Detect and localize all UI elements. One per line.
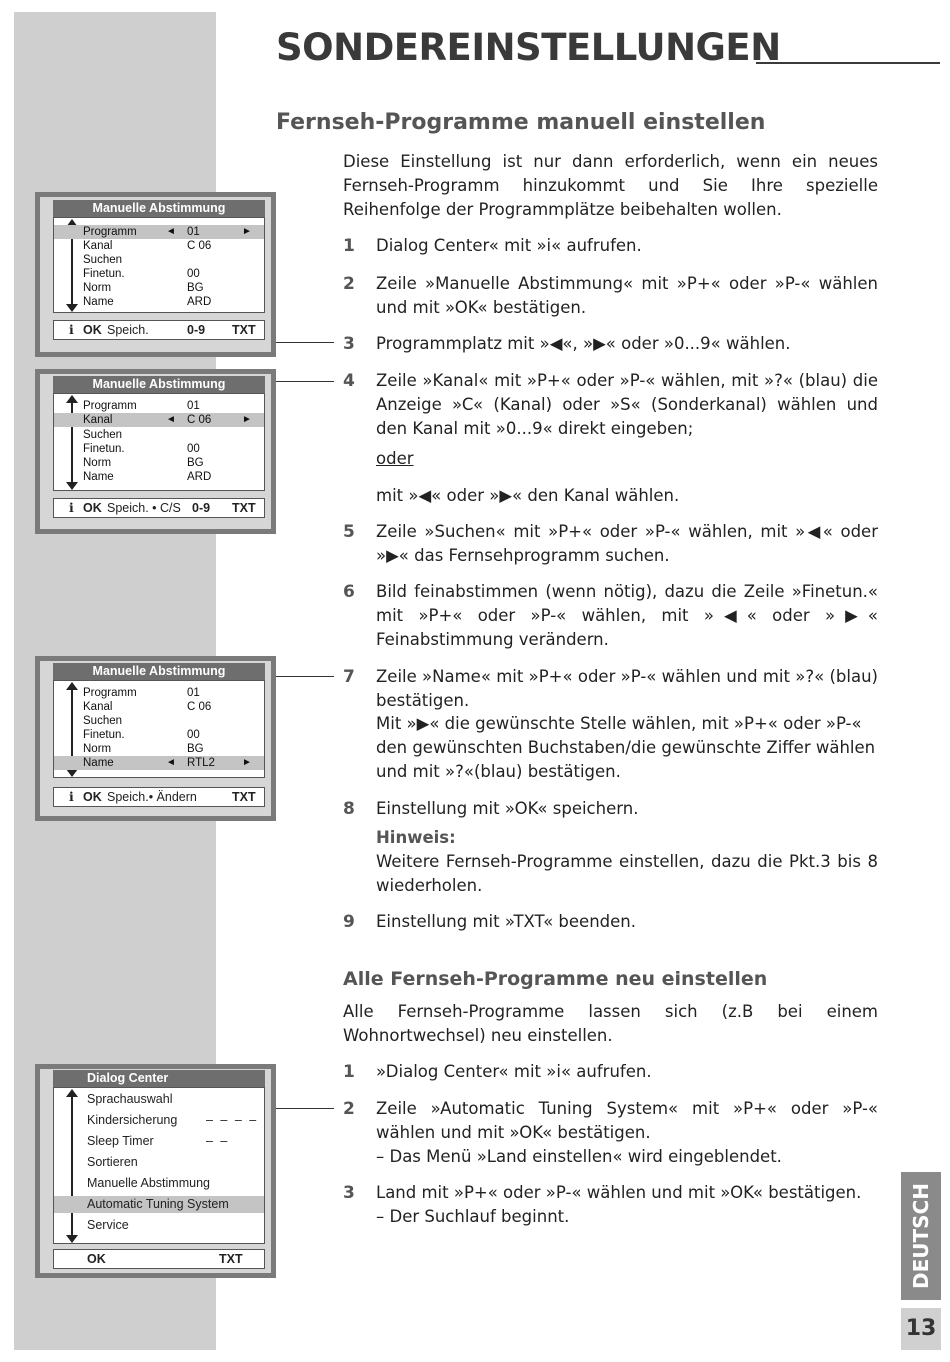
menu-row-suchen[interactable]: Suchen [83, 429, 123, 441]
step-number: 9 [343, 912, 355, 932]
step-2 [343, 272, 878, 320]
step-5 [343, 520, 878, 568]
menu-row-kanal[interactable]: Kanal ◄ C 06 ► [54, 413, 264, 427]
section2-step-1 [343, 1060, 878, 1084]
step-text: Einstellung mit »TXT« beenden. [376, 912, 636, 931]
menu-item-sprachauswahl[interactable]: Sprachauswahl [87, 1092, 173, 1106]
language-tab: DEUTSCH [901, 1172, 941, 1300]
info-icon: i [69, 500, 74, 515]
menu-row-norm[interactable]: Norm BG [83, 457, 204, 469]
step-8 [343, 797, 878, 821]
step-text: Zeile »Automatic Tuning System« mit »P+« oder »P-« wählen und mit »OK« bestätigen. [376, 1099, 878, 1142]
menu-footer [53, 1249, 265, 1269]
connector-line [276, 676, 334, 677]
menu-row-programm[interactable]: Programm 01 [83, 687, 200, 699]
ok-key[interactable]: OK [83, 323, 102, 337]
menu-item-manuelle-abstimmung[interactable]: Manuelle Abstimmung [87, 1176, 210, 1190]
left-arrow-icon: ◄ [166, 757, 176, 768]
menu-row-programm[interactable]: Programm ◄ 01 ► [54, 225, 264, 239]
menu-row-name[interactable]: Name ARD [83, 296, 212, 308]
txt-key[interactable]: TXT [219, 1252, 243, 1266]
menu-title: Dialog Center [53, 1070, 265, 1087]
step-number: 1 [343, 236, 355, 256]
hint-text: Weitere Fernseh-Programme einstellen, dazu die Pkt.3 bis 8 wiederholen. [376, 852, 878, 895]
ok-key[interactable]: OK [83, 501, 102, 515]
step-6 [343, 580, 878, 652]
menu-title: Manuelle Abstimmung [53, 376, 265, 393]
menu-item-automatic-tuning[interactable]: Automatic Tuning System [54, 1196, 264, 1213]
txt-key[interactable]: TXT [232, 501, 256, 515]
step-4-extra: mit »◀« oder »▶« den Kanal wählen. [376, 486, 680, 505]
menu-screen [53, 680, 265, 778]
page-title: SONDEREINSTELLUNGEN [276, 26, 781, 69]
section2-step-2 [343, 1097, 878, 1145]
step-number: 3 [343, 334, 355, 354]
step-text: Zeile »Name« mit »P+« oder »P-« wählen und mit »?« (blau) bestätigen. [376, 667, 878, 710]
step-number: 4 [343, 371, 355, 391]
menu-screen [53, 217, 265, 313]
footer-action: Speich.• Ändern [107, 790, 197, 804]
step-text: Zeile »Suchen« mit »P+« oder »P-« wählen, mit »◀« oder »▶« das Fernsehprogramm suchen. [376, 522, 878, 565]
menu-row-kanal[interactable]: Kanal C 06 [83, 701, 212, 713]
step-number: 6 [343, 582, 355, 602]
menu-footer [53, 320, 265, 340]
connector-line [276, 381, 334, 382]
menu-footer [53, 498, 265, 518]
step-number: 2 [343, 1099, 355, 1119]
step-4-oder: oder [376, 449, 414, 468]
section-heading-all: Alle Fernseh-Programme neu einstellen [343, 968, 768, 990]
step-text: Land mit »P+« oder »P-« wählen und mit »OK« bestätigen. [376, 1183, 862, 1202]
down-arrow-icon [66, 1235, 78, 1243]
menu-row-kanal[interactable]: Kanal C 06 [83, 240, 212, 252]
menu-title: Manuelle Abstimmung [53, 663, 265, 680]
step-text: Bild feinabstimmen (wenn nötig), dazu die Zeile »Finetun.« mit »P+« oder »P-« wählen, mit »◀« oder »▶« Feinabstimmung verändern. [376, 582, 878, 649]
section2-step-3-extra: – Der Suchlauf beginnt. [376, 1207, 570, 1226]
step-text: Dialog Center« mit »i« aufrufen. [376, 236, 642, 255]
right-arrow-icon: ► [242, 414, 252, 425]
step-number: 5 [343, 522, 355, 542]
menu-item-sortieren[interactable]: Sortieren [87, 1155, 138, 1169]
step-4 [343, 369, 878, 441]
section2-step-3 [343, 1181, 878, 1205]
step-1 [343, 234, 878, 258]
right-arrow-icon: ► [242, 757, 252, 768]
step-number: 7 [343, 667, 355, 687]
title-rule [756, 62, 940, 64]
footer-action: Speich. • C/S [107, 501, 181, 515]
left-arrow-icon: ◄ [166, 226, 176, 237]
left-arrow-icon: ◄ [166, 414, 176, 425]
menu-row-finetun[interactable]: Finetun. 00 [83, 443, 200, 455]
menu-item-service[interactable]: Service [87, 1218, 129, 1232]
step-text: Zeile »Manuelle Abstimmung« mit »P+« oder »P-« wählen und mit »OK« bestätigen. [376, 274, 878, 317]
hint-label: Hinweis: [376, 828, 456, 847]
menu-panel-manual-1 [35, 192, 276, 357]
footer-action: Speich. [107, 323, 149, 337]
step-number: 1 [343, 1062, 355, 1082]
txt-key[interactable]: TXT [232, 323, 256, 337]
step-number: 3 [343, 1183, 355, 1203]
ok-key[interactable]: OK [83, 790, 102, 804]
down-arrow-icon [66, 769, 78, 777]
step-text: Einstellung mit »OK« speichern. [376, 799, 639, 818]
menu-footer [53, 787, 265, 807]
section-heading-manual: Fernseh-Programme manuell einstellen [276, 110, 766, 135]
menu-panel-dialog-center [35, 1064, 276, 1278]
section2-step-2-extra: – Das Menü »Land einstellen« wird eingeblendet. [376, 1147, 782, 1166]
digit-keys[interactable]: 0-9 [187, 323, 206, 337]
digit-keys[interactable]: 0-9 [192, 501, 211, 515]
step-7 [343, 665, 878, 713]
menu-item-kindersicherung[interactable]: Kindersicherung – – – – [87, 1113, 259, 1127]
menu-screen [53, 393, 265, 491]
step-number: 2 [343, 274, 355, 294]
menu-row-name[interactable]: Name ARD [83, 471, 212, 483]
connector-line [276, 342, 334, 343]
intro-paragraph: Diese Einstellung ist nur dann erforderlich, wenn ein neues Fernseh-Programm hinzukommt und Sie Ihre spezielle Reihenfolge der Programmplätze beibehalten wollen. [343, 152, 878, 219]
menu-row-suchen[interactable]: Suchen [83, 715, 123, 727]
right-arrow-icon: ► [242, 226, 252, 237]
menu-row-finetun[interactable]: Finetun. 00 [83, 729, 200, 741]
menu-row-programm[interactable]: Programm 01 [83, 400, 200, 412]
step-text: Zeile »Kanal« mit »P+« oder »P-« wählen, mit »?« (blau) die Anzeige »C« (Kanal) oder »S« (Sonderkanal) wählen und den Kanal mit »0...9« direkt eingeben; [376, 371, 878, 438]
menu-screen [53, 1087, 265, 1244]
menu-item-sleep-timer[interactable]: Sleep Timer – – [87, 1134, 230, 1148]
menu-panel-manual-2 [35, 369, 276, 534]
step-9 [343, 910, 878, 934]
step-text: »Dialog Center« mit »i« aufrufen. [376, 1062, 652, 1081]
menu-row-suchen[interactable]: Suchen [83, 254, 123, 266]
menu-panel-manual-3 [35, 656, 276, 821]
menu-row-norm[interactable]: Norm BG [83, 282, 204, 294]
page-number: 13 [901, 1308, 941, 1350]
info-icon: i [69, 789, 74, 804]
menu-title: Manuelle Abstimmung [53, 200, 265, 217]
menu-row-finetun[interactable]: Finetun. 00 [83, 268, 200, 280]
txt-key[interactable]: TXT [232, 790, 256, 804]
step-number: 8 [343, 799, 355, 819]
info-icon: i [69, 322, 74, 337]
section2-intro: Alle Fernseh-Programme lassen sich (z.B bei einem Wohnortwechsel) neu einstellen. [343, 1002, 878, 1045]
menu-row-name[interactable]: Name ◄ RTL2 ► [54, 756, 264, 770]
menu-row-norm[interactable]: Norm BG [83, 743, 204, 755]
step-7-extra: Mit »▶« die gewünschte Stelle wählen, mit »P+« oder »P-« den gewünschten Buchstaben/die gewünschte Ziffer wählen und mit »?«(blau) bestätigen. [376, 714, 876, 781]
ok-key[interactable]: OK [87, 1252, 106, 1266]
step-3 [343, 332, 878, 356]
connector-line [276, 1108, 334, 1109]
step-text: Programmplatz mit »◀«, »▶« oder »0...9« wählen. [376, 334, 791, 353]
